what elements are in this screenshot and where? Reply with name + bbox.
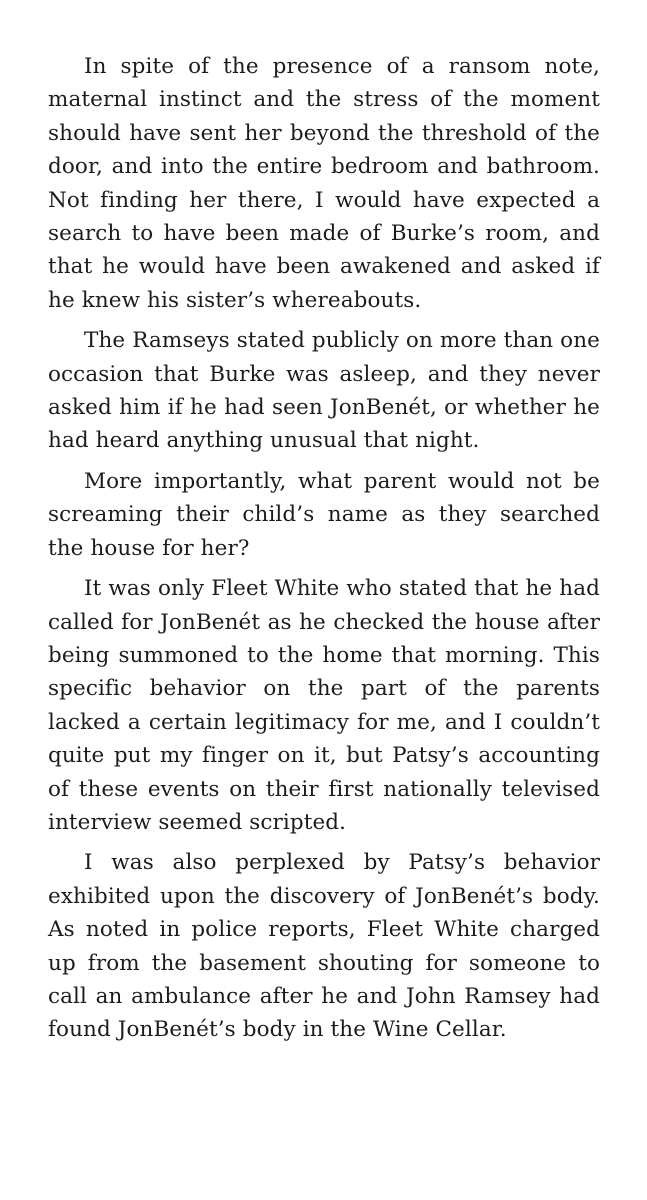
paragraph-3: More importantly, what parent would not be screaming their child’s name as they searched the house for her? <box>48 468 600 561</box>
book-page <box>48 50 600 1054</box>
paragraph-5: I was also perplexed by Patsy’s behavior exhibited upon the discovery of JonBenét’s body. As noted in police reports, Fleet White charged up from the basement shouting for someone to call an ambulance after he and John Ramsey had found JonBenét’s body in the Wine Cellar. <box>48 850 600 1043</box>
paragraph-1: In spite of the presence of a ransom note, maternal instinct and the stress of the moment should have sent her beyond the threshold of the door, and into the entire bedroom and bathroom. Not finding her there, I would have expected a search to have been made of Burke’s room, and that he would have been awakened and asked if he knew his sister’s whereabouts. <box>48 54 600 313</box>
paragraph-4: It was only Fleet White who stated that he had called for JonBenét as he checked the house after being summoned to the home that morning. This specific behavior on the part of the parents lacked a certain legitimacy for me, and I couldn’t quite put my finger on it, but Patsy’s accounting of these events on their first nationally televised interview seemed scripted. <box>48 576 600 835</box>
paragraph-2: The Ramseys stated publicly on more than one occasion that Burke was asleep, and they never asked him if he had seen JonBenét, or whether he had heard anything unusual that night. <box>48 328 600 454</box>
